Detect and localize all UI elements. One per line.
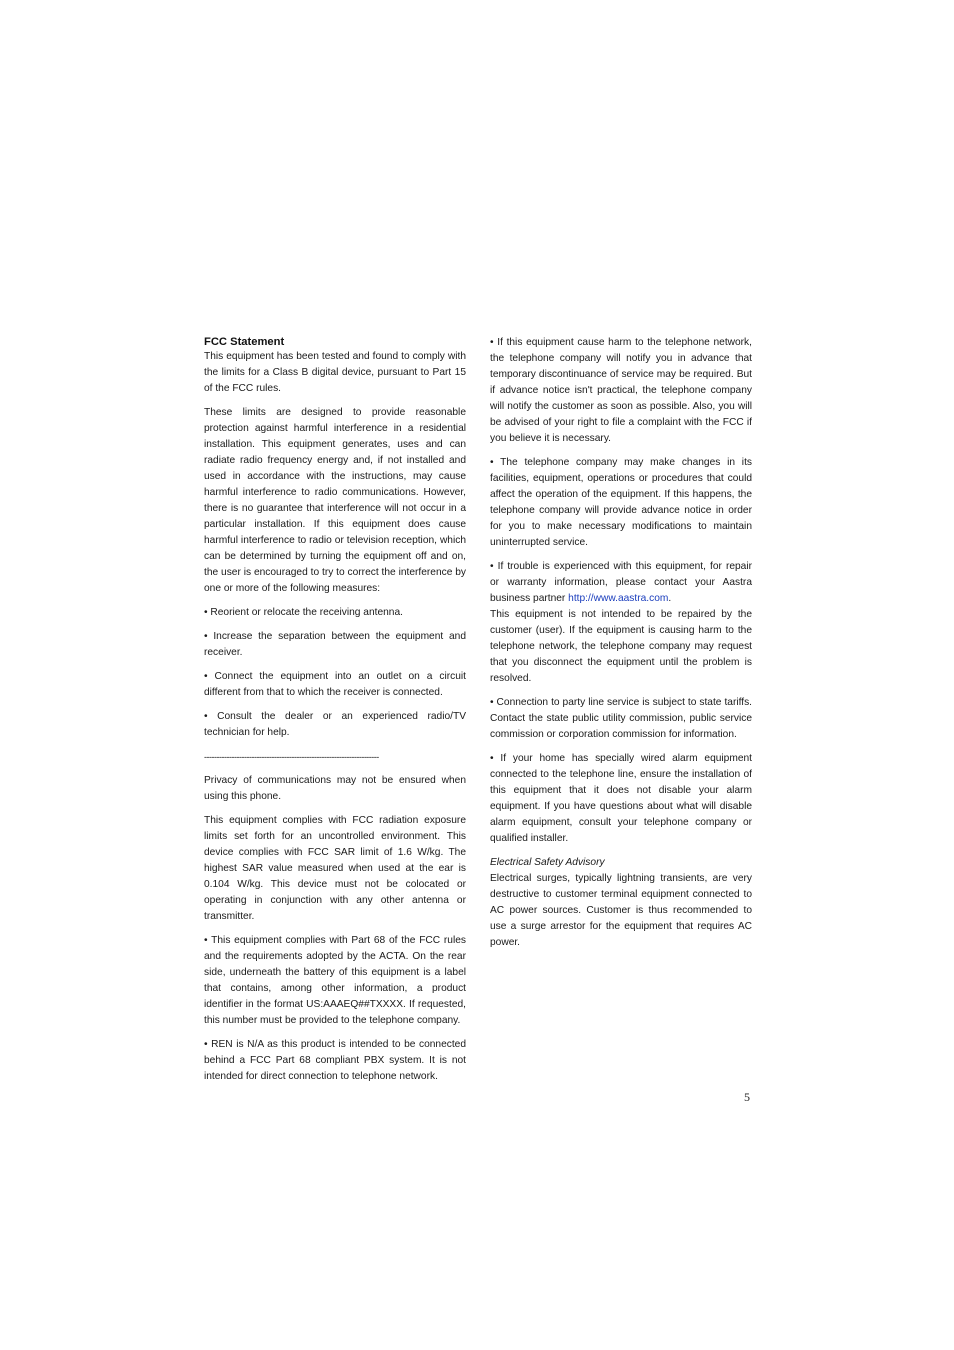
aastra-link[interactable]: http://www.aastra.com [568,593,669,604]
paragraph-surges: Electrical surges, typically lightning transients, are very destructive to customer terminal equipment connected to AC power sources. Customer is thus recommended to use a surge arrestor for the equipment that requires AC power. [490,873,752,948]
paragraph-not-repaired: This equipment is not intended to be repaired by the customer (user). If the equipment is causing harm to the telephone network, the telephone company may request that you disconnect the equipment until the problem is resolved. [490,609,752,684]
bullet-alarm-equipment: • If your home has specially wired alarm equipment connected to the telephone line, ensure the installation of this equipment that it does not disable your alarm equipment. If you have questions about what will disable alarm equipment, consult your telephone company or qualified installer. [490,753,752,844]
bullet-company-changes: • The telephone company may make changes in its facilities, equipment, operations or procedures that could affect the operation of the equipment. If this happens, the telephone company will provide advance notice in order for you to make necessary modifications to maintain uninterrupted service. [490,457,752,548]
bullet-increase-separation: • Increase the separation between the equipment and receiver. [204,631,466,658]
paragraph-privacy: Privacy of communications may not be ensured when using this phone. [204,775,466,802]
trouble-text: • If trouble is experienced with this equipment, for repair or warranty information, please contact your Aastra business partner [490,561,752,604]
bullet-party-line: • Connection to party line service is subject to state tariffs. Contact the state public utility commission, public service commission or corporation commission for information. [490,697,752,740]
fcc-statement-heading: FCC Statement [204,336,285,348]
paragraph-class-b: This equipment has been tested and found to comply with the limits for a Class B digital device, pursuant to Part 15 of the FCC rules. [204,351,466,394]
page-number: 5 [744,1090,750,1104]
bullet-ren: • REN is N/A as this product is intended to be connected behind a FCC Part 68 compliant PBX system. It is not intended for direct connection to telephone network. [204,1039,466,1082]
bullet-harm-network: • If this equipment cause harm to the telephone network, the telephone company will notify you in advance that temporary discontinuance of service may be required. But if advance notice isn't practical, the telephone company will notify the customer as soon as possible. Also, you will be advised of your right to file a complaint with the FCC if you believe it is necessary. [490,337,752,444]
bullet-reorient: • Reorient or relocate the receiving antenna. [204,607,403,618]
bullet-consult-dealer: • Consult the dealer or an experienced radio/TV technician for help. [204,711,466,738]
trouble-period: . [668,593,672,604]
paragraph-limits: These limits are designed to provide reasonable protection against harmful interference in a residential installation. This equipment generates, uses and can radiate radio frequency energy and, if not installed and used in accordance with the instructions, may cause harmful interference to radio communications. However, there is no guarantee that interference will not occur in a particular installation. If this equipment does cause harmful interference to radio or television reception, which can be determined by turning the equipment off and on, the user is encouraged to try to correct the interference by one or more of the following measures: [204,407,466,594]
bullet-connect-outlet: • Connect the equipment into an outlet on a circuit different from that to which the receiver is connected. [204,671,466,698]
left-column [204,335,466,1093]
bullet-trouble [490,559,752,607]
bullet-part-68: • This equipment complies with Part 68 of the FCC rules and the requirements adopted by the ACTA. On the rear side, underneath the battery of this equipment is a label that contains, among other information, a product identifier in the format US:AAAEQ##TXXXX. If requested, this number must be provided to the telephone company. [204,935,466,1026]
paragraph-radiation-exposure: This equipment complies with FCC radiation exposure limits set forth for an uncontrolled environment. This device complies with FCC SAR limit of 1.6 W/kg. The highest SAR value measured when used at the ear is 0.104 W/kg. This device must not be colocated or operating in conjunction with any other antenna or transmitter. [204,815,466,922]
right-column [490,335,752,959]
electrical-safety-heading: Electrical Safety Advisory [490,857,605,868]
dashed-separator: ---------------------------------------------------------------------- [204,752,379,762]
